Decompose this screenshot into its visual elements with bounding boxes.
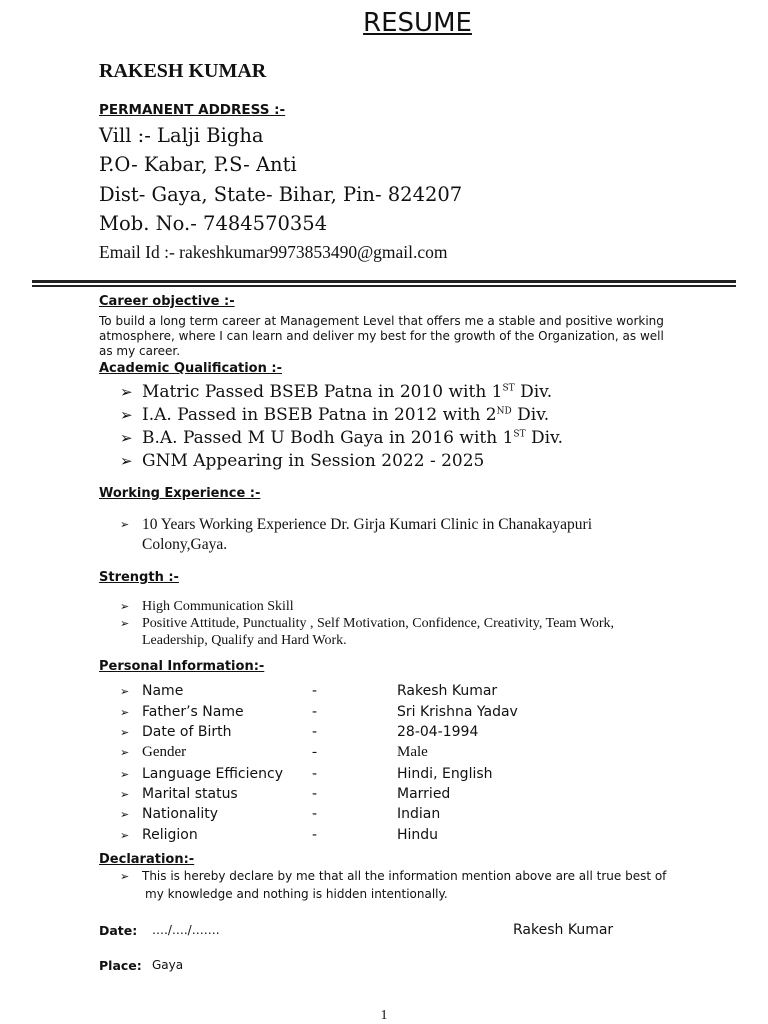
- personal-row: [0, 704, 768, 724]
- experience-line: Colony,Gaya.: [142, 536, 228, 553]
- academic-item: ➢ Matric Passed BSEB Patna in 2010 with 1ST Div.: [120, 382, 553, 402]
- personal-row: [0, 766, 768, 786]
- academic-heading: Academic Qualification :-: [99, 361, 282, 376]
- place-label: Place:: [99, 958, 142, 973]
- arrow-bullet-icon: ➢: [120, 429, 133, 447]
- arrow-bullet-icon: ➢: [120, 768, 130, 781]
- personal-value: Hindi, English: [397, 766, 493, 782]
- personal-row: [0, 786, 768, 806]
- personal-label: Gender: [142, 744, 187, 760]
- arrow-bullet-icon: ➢: [120, 808, 130, 821]
- arrow-bullet-icon: ➢: [120, 617, 130, 630]
- personal-row: [0, 683, 768, 703]
- personal-value: Married: [397, 786, 451, 802]
- personal-dash: -: [312, 827, 318, 843]
- declaration-line: my knowledge and nothing is hidden intentionally.: [145, 887, 448, 901]
- divider-line: [32, 280, 736, 283]
- arrow-bullet-icon: ➢: [120, 788, 130, 801]
- arrow-bullet-icon: ➢: [120, 518, 130, 531]
- address-heading: PERMANENT ADDRESS :-: [99, 102, 286, 118]
- arrow-bullet-icon: ➢: [120, 452, 133, 470]
- place-value: Gaya: [152, 958, 184, 972]
- personal-dash: -: [312, 744, 317, 760]
- personal-value: Male: [397, 744, 428, 760]
- strength-item: Positive Attitude, Punctuality , Self Motivation, Confidence, Creativity, Team Work,: [142, 616, 615, 631]
- arrow-bullet-icon: ➢: [120, 406, 133, 424]
- arrow-bullet-icon: ➢: [120, 685, 130, 698]
- personal-value: Indian: [397, 806, 441, 822]
- career-objective-heading: Career objective :-: [99, 294, 235, 309]
- academic-item: ➢ I.A. Passed in BSEB Patna in 2012 with 2ND Div.: [120, 405, 550, 425]
- signature-name: Rakesh Kumar: [513, 922, 614, 938]
- personal-row: [0, 806, 768, 826]
- career-objective-text: To build a long term career at Management Level that offers me a stable and positive working atmosphere, where I can learn and deliver my best for the growth of the Organization, as well as my career.: [99, 314, 664, 358]
- address-line-post: P.O- Kabar, P.S- Anti: [99, 153, 297, 176]
- divider-line-thin: [32, 285, 736, 287]
- personal-row: [0, 827, 768, 847]
- personal-info-heading: Personal Information:-: [99, 659, 265, 674]
- personal-dash: -: [312, 806, 318, 822]
- experience-line: 10 Years Working Experience Dr. Girja Kumari Clinic in Chanakayapuri: [142, 516, 593, 533]
- personal-value: Rakesh Kumar: [397, 683, 498, 699]
- mobile-number: Mob. No.- 7484570354: [99, 212, 328, 235]
- academic-item: ➢ GNM Appearing in Session 2022 - 2025: [120, 451, 485, 471]
- personal-row: [0, 724, 768, 744]
- personal-value: Sri Krishna Yadav: [397, 704, 518, 720]
- personal-dash: -: [312, 786, 318, 802]
- personal-row: [0, 744, 768, 764]
- page-number: 1: [380, 1008, 388, 1023]
- personal-dash: -: [312, 766, 318, 782]
- personal-dash: -: [312, 724, 318, 740]
- personal-value: 28-04-1994: [397, 724, 479, 740]
- academic-item: ➢ B.A. Passed M U Bodh Gaya in 2016 with 1ST Div.: [120, 428, 564, 448]
- arrow-bullet-icon: ➢: [120, 829, 130, 842]
- declaration-heading: Declaration:-: [99, 852, 195, 867]
- declaration-line: This is hereby declare by me that all the information mention above are all true best of: [142, 869, 667, 883]
- arrow-bullet-icon: ➢: [120, 746, 130, 759]
- arrow-bullet-icon: ➢: [120, 600, 130, 613]
- candidate-name: RAKESH KUMAR: [99, 60, 267, 82]
- personal-label: Date of Birth: [142, 724, 232, 740]
- experience-heading: Working Experience :-: [99, 486, 261, 501]
- strength-heading: Strength :-: [99, 570, 179, 585]
- date-label: Date:: [99, 923, 138, 938]
- personal-dash: -: [312, 683, 318, 699]
- strength-item: High Communication Skill: [142, 599, 294, 614]
- address-line-village: Vill :- Lalji Bigha: [99, 124, 264, 147]
- resume-title: RESUME: [363, 8, 472, 38]
- email-address: Email Id :- rakeshkumar9973853490@gmail.com: [99, 242, 448, 262]
- personal-label: Religion: [142, 827, 198, 843]
- date-value: …./…./…….: [152, 923, 220, 937]
- personal-label: Nationality: [142, 806, 219, 822]
- personal-label: Marital status: [142, 786, 238, 802]
- arrow-bullet-icon: ➢: [120, 706, 130, 719]
- personal-label: Father’s Name: [142, 704, 244, 720]
- arrow-bullet-icon: ➢: [120, 870, 130, 883]
- personal-label: Language Efficiency: [142, 766, 283, 782]
- strength-item-cont: Leadership, Qualify and Hard Work.: [142, 633, 347, 648]
- personal-value: Hindu: [397, 827, 439, 843]
- personal-label: Name: [142, 683, 184, 699]
- arrow-bullet-icon: ➢: [120, 726, 130, 739]
- personal-dash: -: [312, 704, 318, 720]
- address-line-district: Dist- Gaya, State- Bihar, Pin- 824207: [99, 183, 463, 206]
- arrow-bullet-icon: ➢: [120, 383, 133, 401]
